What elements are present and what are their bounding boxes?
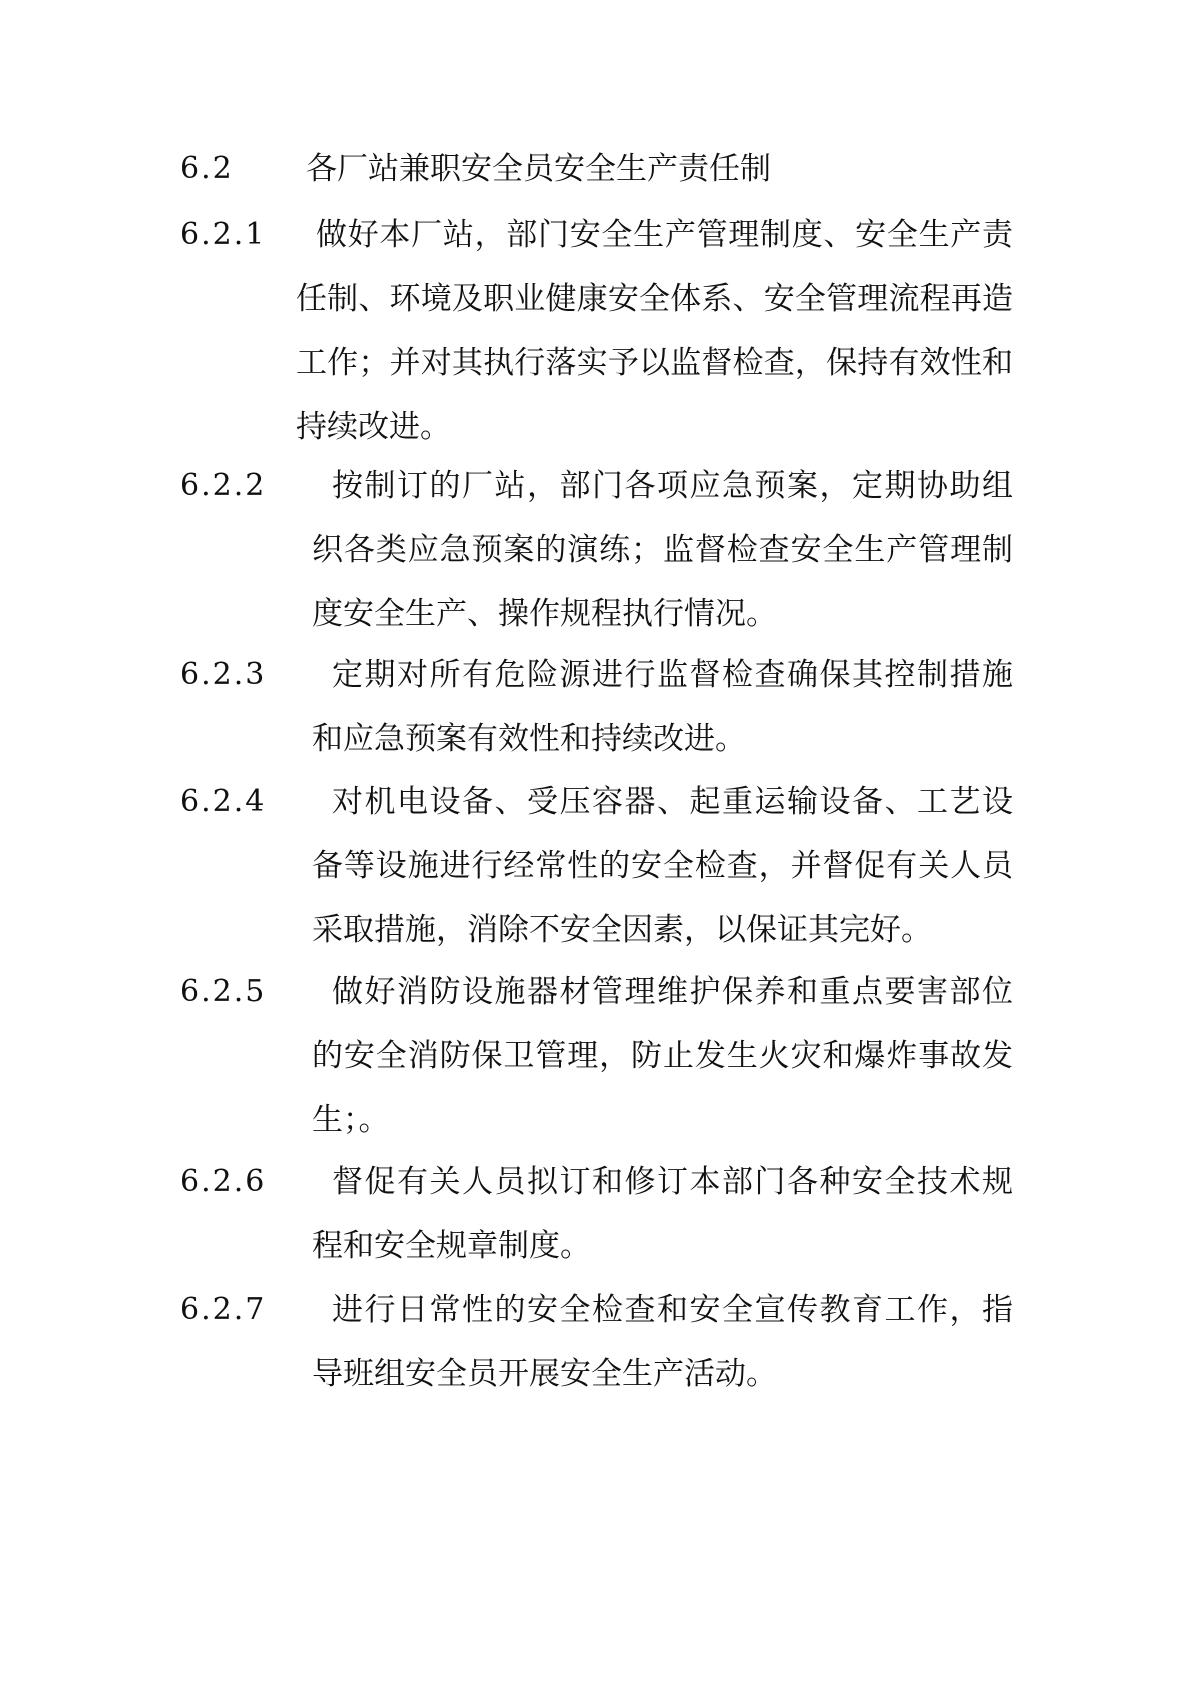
clause-text: 做好本厂站，部门安全生产管理制度、安全生产责任制、环境及职业健康安全体系、安全管理流程再造工作；并对其执行落实予以监督检查，保持有效性和持续改进。	[296, 217, 1013, 445]
clause-text: 定期对所有危险源进行监督检查确保其控制措施和应急预案有效性和持续改进。	[312, 657, 1013, 757]
clause-number: 6.2.3	[180, 657, 267, 692]
clause-number: 6.2.6	[180, 1164, 267, 1199]
clause-number: 6.2.1	[180, 217, 267, 252]
clause-text: 对机电设备、受压容器、起重运输设备、工艺设备等设施进行经常性的安全检查，并督促有关人员采取措施，消除不安全因素，以保证其完好。	[312, 784, 1013, 948]
clause-text: 督促有关人员拟订和修订本部门各种安全技术规程和安全规章制度。	[312, 1164, 1013, 1264]
clause-number: 6.2.4	[180, 784, 267, 819]
section-number: 6.2	[180, 151, 234, 186]
clause-text: 做好消防设施器材管理维护保养和重点要害部位的安全消防保卫管理，防止发生火灾和爆炸事故发生；。	[312, 974, 1013, 1138]
clause-text: 按制订的厂站，部门各项应急预案，定期协助组织各类应急预案的演练；监督检查安全生产管理制度安全生产、操作规程执行情况。	[312, 468, 1013, 632]
clause-number: 6.2.5	[180, 974, 267, 1009]
clause-text: 进行日常性的安全检查和安全宣传教育工作，指导班组安全员开展安全生产活动。	[312, 1292, 1013, 1392]
clause-number: 6.2.7	[180, 1292, 267, 1327]
clause-number: 6.2.2	[180, 468, 267, 503]
section-title: 各厂站兼职安全员安全生产责任制	[306, 151, 771, 187]
